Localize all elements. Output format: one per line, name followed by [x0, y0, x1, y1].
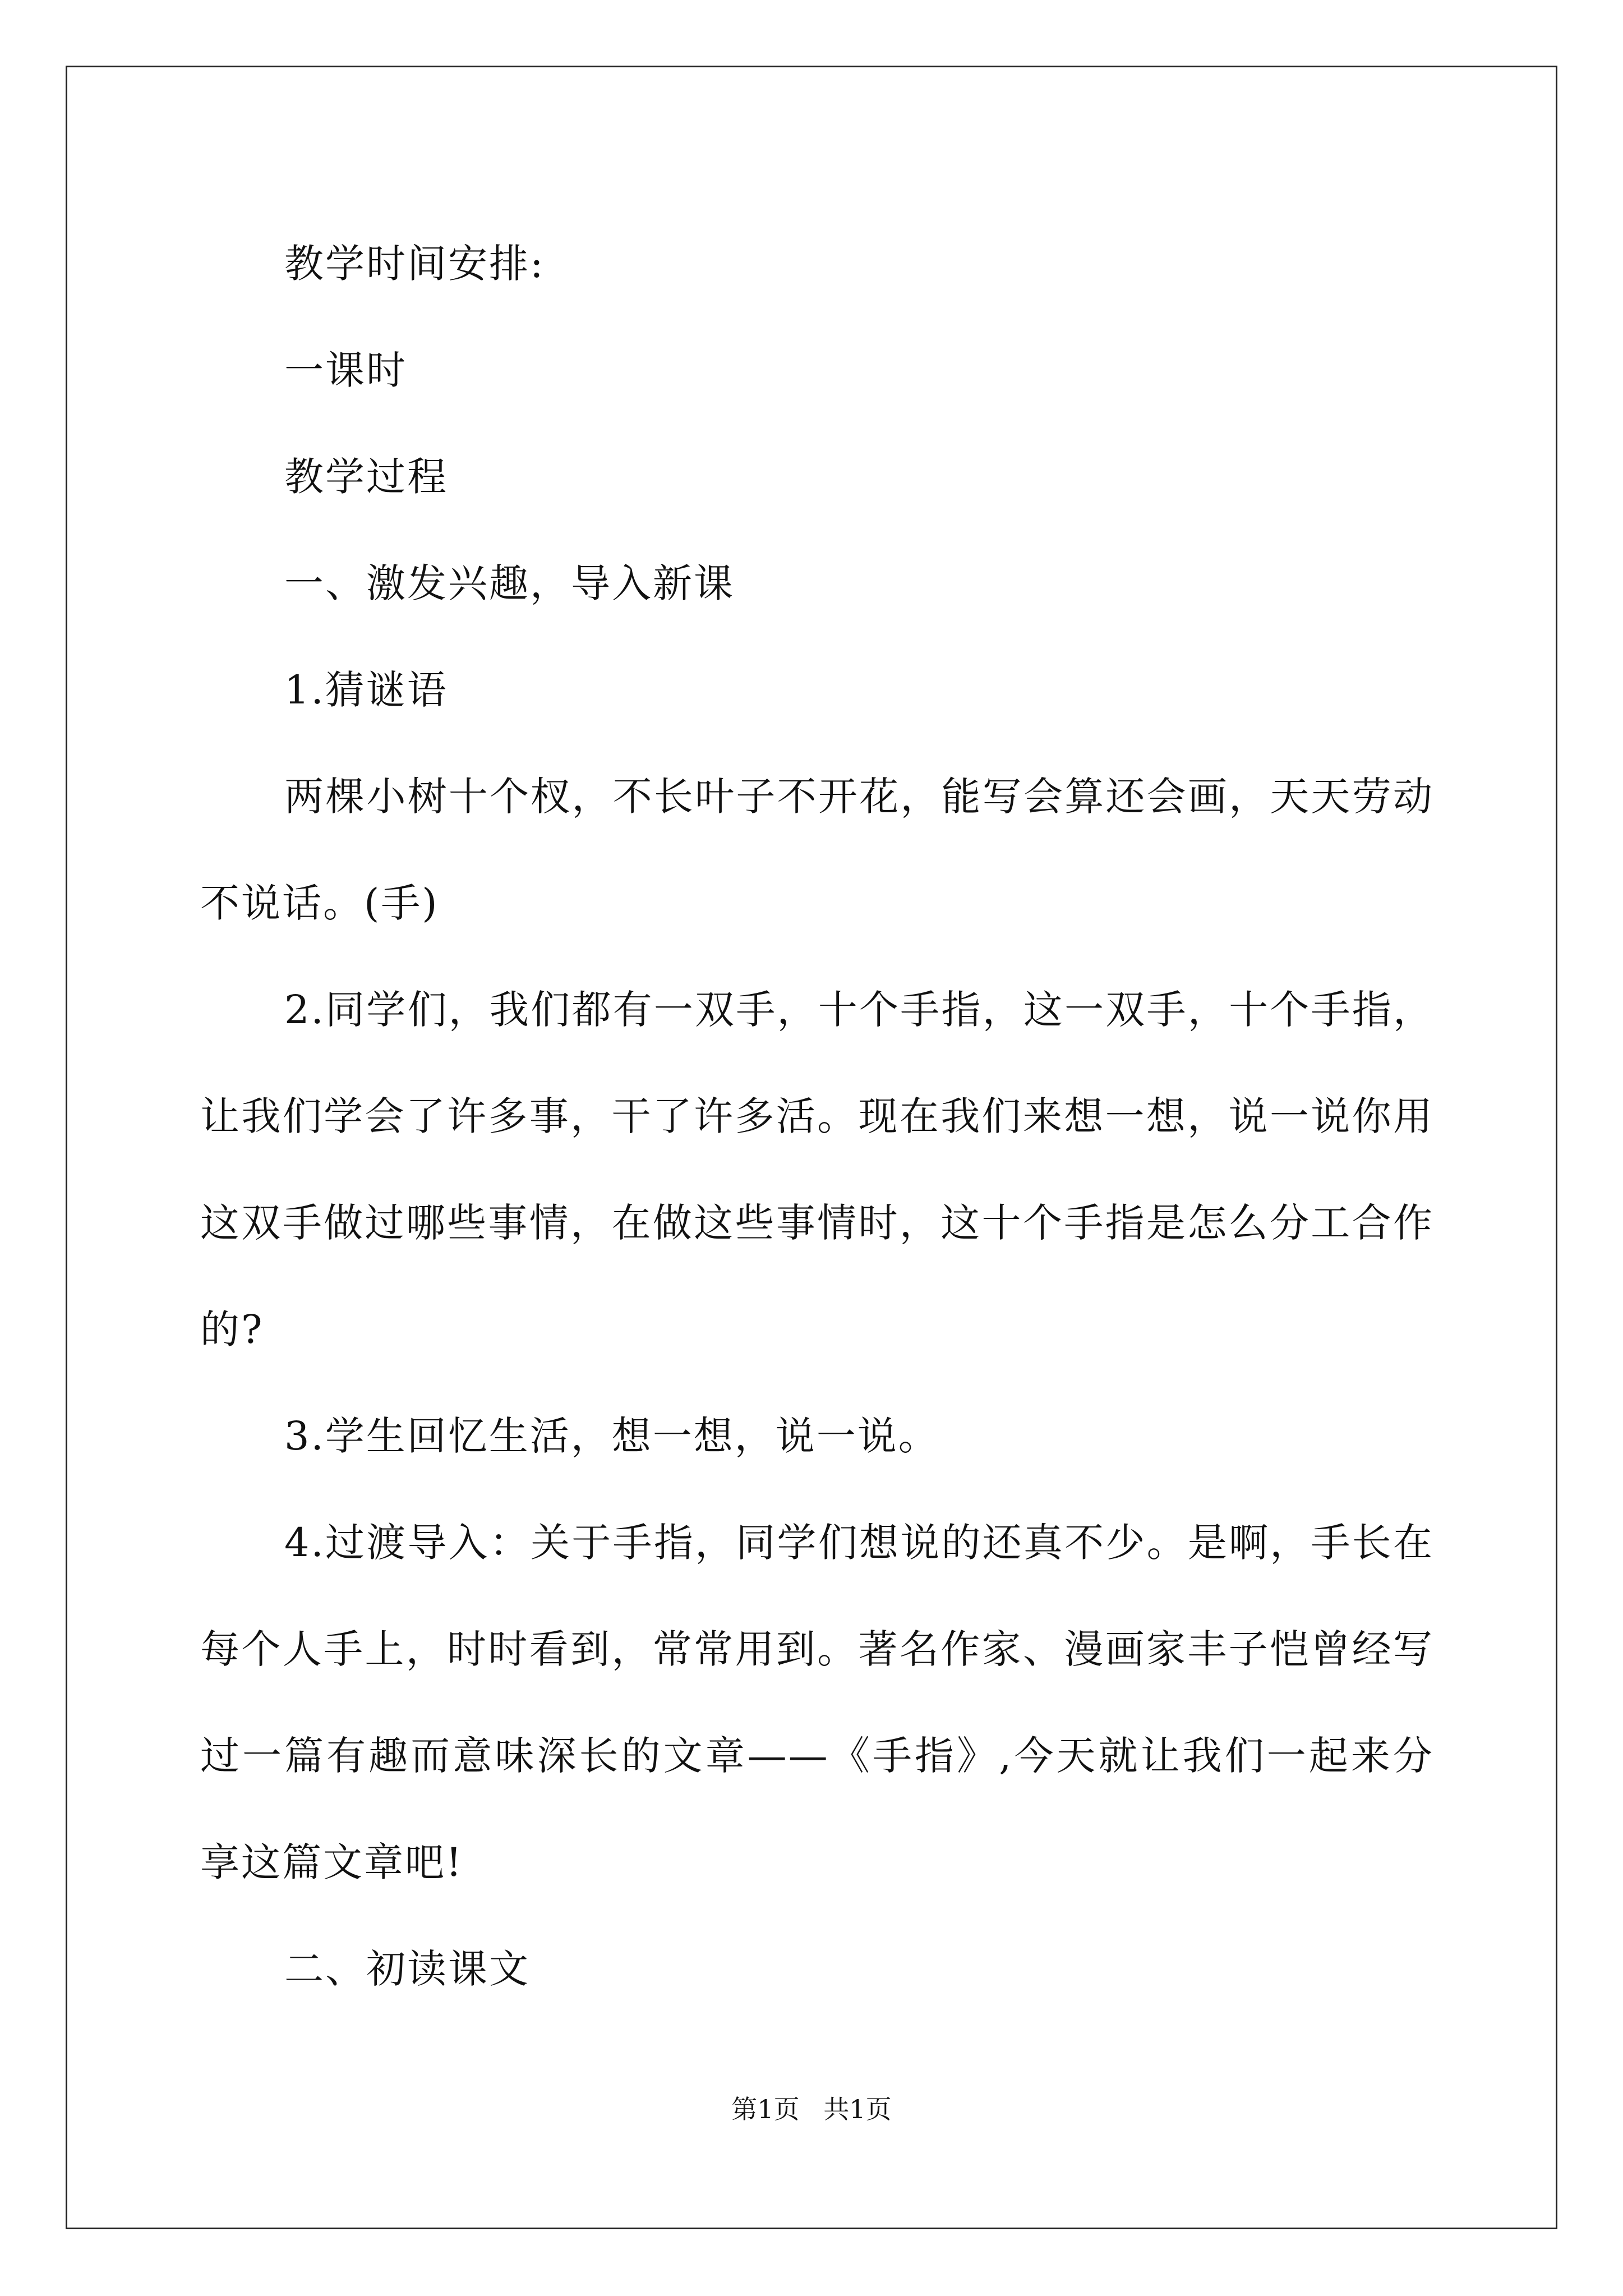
paragraph-step-four: 4.过渡导入：关于手指，同学们想说的还真不少。是啊，手长在每个人手上，时时看到，常常用到。著名作家、漫画家丰子恺曾经写过一篇有趣而意味深长的文章——《手指》,今天就让我们一起来分享这篇文章吧!: [200, 1520, 1434, 1885]
paragraph-riddle-heading: 1.猜谜语: [284, 667, 448, 713]
document-body: [200, 210, 1434, 2022]
paragraph-step-two: 2.同学们，我们都有一双手，十个手指，这一双手，十个手指，让我们学会了许多事，干了许多活。现在我们来想一想，说一说你用这双手做过哪些事情，在做这些事情时，这十个手指是怎么分工合作的?: [200, 987, 1434, 1352]
paragraph-step-three: 3.学生回忆生活，想一想，说一说。: [284, 1413, 939, 1459]
paragraph-process-heading: 教学过程: [284, 454, 448, 500]
paragraph-riddle: 两棵小树十个杈，不长叶子不开花，能写会算还会画，天天劳动不说话。(手): [200, 774, 1434, 926]
paragraph-one-lesson: 一课时: [284, 347, 407, 393]
paragraph-schedule-heading: 教学时间安排:: [284, 241, 545, 287]
page-footer: [0, 2092, 1623, 2126]
page-number: 第1页: [731, 2094, 800, 2124]
paragraph-section-two: 二、初读课文: [284, 1946, 530, 1992]
paragraph-section-one: 一、激发兴趣，导入新课: [284, 560, 735, 606]
page-total: 共1页: [823, 2094, 892, 2124]
